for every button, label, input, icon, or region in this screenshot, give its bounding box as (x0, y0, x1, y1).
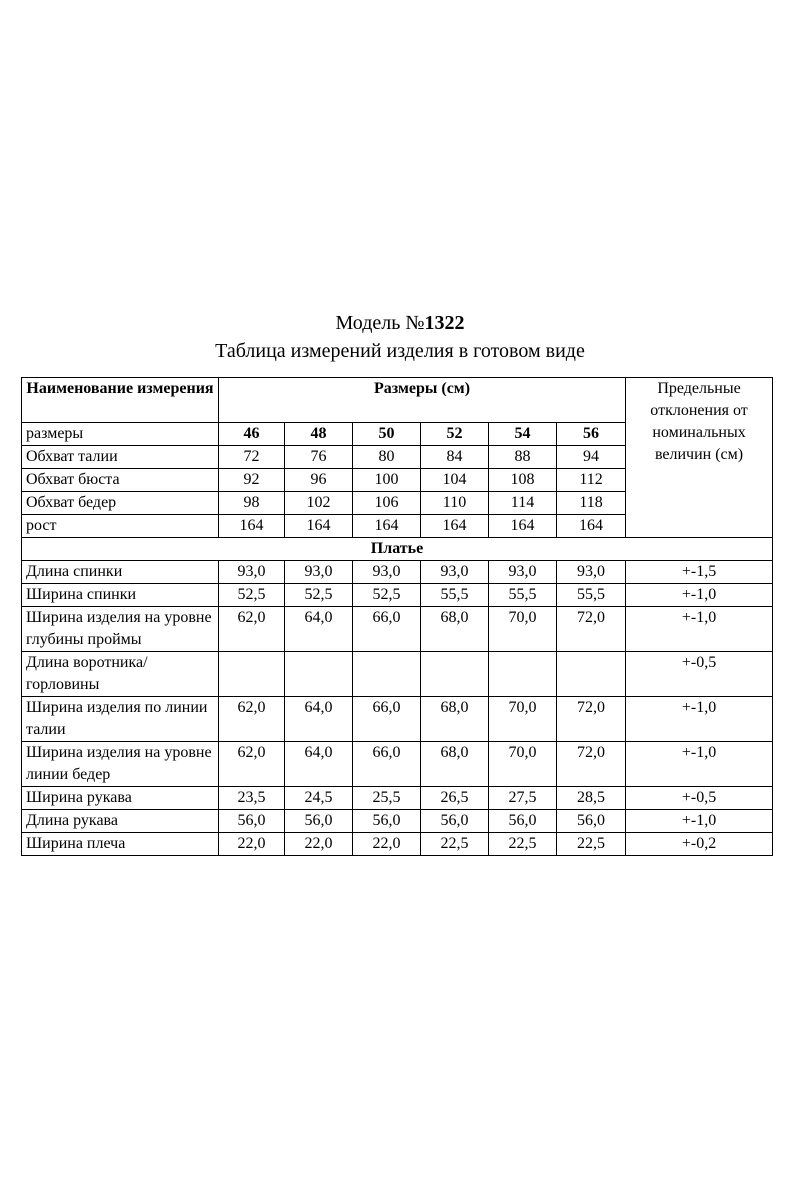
row-value: 22,5 (557, 833, 626, 856)
row-value: 56,0 (421, 810, 489, 833)
row-tolerance: +-1,0 (626, 697, 773, 742)
garment-measure-row (22, 787, 773, 810)
row-value: 93,0 (219, 561, 285, 584)
row-value: 52,5 (219, 584, 285, 607)
row-value (219, 652, 285, 697)
row-value: 22,5 (489, 833, 557, 856)
row-value: 56,0 (285, 810, 353, 833)
row-label: Ширина спинки (22, 584, 219, 607)
row-tolerance: +-1,0 (626, 742, 773, 787)
size-row-label: размеры (22, 423, 219, 446)
row-value: 98 (219, 492, 285, 515)
row-value (489, 652, 557, 697)
size-value: 52 (421, 423, 489, 446)
row-label: Ширина изделия по линии талии (22, 697, 219, 742)
row-value: 70,0 (489, 697, 557, 742)
row-value (353, 652, 421, 697)
row-value: 66,0 (353, 697, 421, 742)
row-value: 164 (489, 515, 557, 538)
row-value: 118 (557, 492, 626, 515)
row-value: 72,0 (557, 607, 626, 652)
row-value: 52,5 (353, 584, 421, 607)
row-label: Длина воротника/горловины (22, 652, 219, 697)
row-value: 64,0 (285, 697, 353, 742)
row-value: 27,5 (489, 787, 557, 810)
row-value: 102 (285, 492, 353, 515)
row-value: 112 (557, 469, 626, 492)
row-value: 55,5 (489, 584, 557, 607)
row-value: 64,0 (285, 742, 353, 787)
header-row (22, 378, 773, 423)
row-value: 93,0 (353, 561, 421, 584)
row-value: 62,0 (219, 607, 285, 652)
row-value: 72,0 (557, 697, 626, 742)
row-label: Обхват талии (22, 446, 219, 469)
size-value: 48 (285, 423, 353, 446)
row-value (421, 652, 489, 697)
header-tolerance-cell: Предельные отклонения от номинальных величин (см) (626, 378, 773, 538)
row-label: Ширина плеча (22, 833, 219, 856)
row-value: 70,0 (489, 607, 557, 652)
row-label: Обхват бюста (22, 469, 219, 492)
row-label: Длина спинки (22, 561, 219, 584)
row-value: 93,0 (421, 561, 489, 584)
size-value: 50 (353, 423, 421, 446)
row-value: 93,0 (285, 561, 353, 584)
size-value: 54 (489, 423, 557, 446)
row-value: 104 (421, 469, 489, 492)
row-value: 64,0 (285, 607, 353, 652)
row-value: 52,5 (285, 584, 353, 607)
row-value: 92 (219, 469, 285, 492)
garment-measure-row (22, 607, 773, 652)
row-value: 84 (421, 446, 489, 469)
row-value: 93,0 (489, 561, 557, 584)
garment-measure-row (22, 697, 773, 742)
row-value: 55,5 (421, 584, 489, 607)
row-value: 68,0 (421, 742, 489, 787)
row-value: 26,5 (421, 787, 489, 810)
section-title: Платье (22, 538, 773, 561)
row-value: 70,0 (489, 742, 557, 787)
row-value: 108 (489, 469, 557, 492)
row-value: 62,0 (219, 742, 285, 787)
row-label: Ширина изделия на уровне глубины проймы (22, 607, 219, 652)
row-label: рост (22, 515, 219, 538)
row-tolerance: +-1,0 (626, 607, 773, 652)
row-value: 23,5 (219, 787, 285, 810)
size-value: 46 (219, 423, 285, 446)
section-row (22, 538, 773, 561)
row-value: 56,0 (219, 810, 285, 833)
row-value: 56,0 (557, 810, 626, 833)
row-value: 72 (219, 446, 285, 469)
row-value: 106 (353, 492, 421, 515)
row-label: Обхват бедер (22, 492, 219, 515)
garment-measure-row (22, 652, 773, 697)
row-value: 88 (489, 446, 557, 469)
row-value: 62,0 (219, 697, 285, 742)
row-tolerance: +-0,5 (626, 787, 773, 810)
garment-measure-row (22, 810, 773, 833)
row-value: 22,5 (421, 833, 489, 856)
title-block (0, 310, 800, 364)
row-value: 114 (489, 492, 557, 515)
row-tolerance: +-1,5 (626, 561, 773, 584)
row-value: 100 (353, 469, 421, 492)
row-tolerance: +-1,0 (626, 810, 773, 833)
row-value: 110 (421, 492, 489, 515)
row-label: Ширина изделия на уровне линии бедер (22, 742, 219, 787)
header-name-cell: Наименование измерения (22, 378, 219, 423)
row-label: Длина рукава (22, 810, 219, 833)
row-value: 28,5 (557, 787, 626, 810)
row-value: 66,0 (353, 607, 421, 652)
row-value: 22,0 (353, 833, 421, 856)
row-value: 96 (285, 469, 353, 492)
row-tolerance: +-0,5 (626, 652, 773, 697)
row-value: 164 (285, 515, 353, 538)
measurement-table (21, 377, 773, 856)
row-value: 164 (353, 515, 421, 538)
row-value: 68,0 (421, 697, 489, 742)
row-value: 94 (557, 446, 626, 469)
garment-measure-row (22, 742, 773, 787)
garment-measure-row (22, 561, 773, 584)
row-value: 164 (219, 515, 285, 538)
row-value: 22,0 (219, 833, 285, 856)
title-prefix: Модель № (335, 312, 425, 334)
row-value: 24,5 (285, 787, 353, 810)
table-body (22, 378, 773, 856)
row-value: 164 (421, 515, 489, 538)
row-value: 72,0 (557, 742, 626, 787)
row-value: 93,0 (557, 561, 626, 584)
row-value (557, 652, 626, 697)
row-value: 66,0 (353, 742, 421, 787)
row-value: 56,0 (489, 810, 557, 833)
row-value: 25,5 (353, 787, 421, 810)
row-tolerance: +-1,0 (626, 584, 773, 607)
header-sizes-cell: Размеры (см) (219, 378, 626, 423)
document-title (0, 310, 800, 336)
garment-measure-row (22, 833, 773, 856)
row-value (285, 652, 353, 697)
row-value: 22,0 (285, 833, 353, 856)
document-subtitle: Таблица измерений изделия в готовом виде (215, 340, 585, 362)
size-value: 56 (557, 423, 626, 446)
row-label: Ширина рукава (22, 787, 219, 810)
row-value: 76 (285, 446, 353, 469)
model-number: 1322 (424, 312, 465, 334)
row-value: 56,0 (353, 810, 421, 833)
row-value: 164 (557, 515, 626, 538)
row-value: 55,5 (557, 584, 626, 607)
row-tolerance: +-0,2 (626, 833, 773, 856)
row-value: 68,0 (421, 607, 489, 652)
row-value: 80 (353, 446, 421, 469)
garment-measure-row (22, 584, 773, 607)
